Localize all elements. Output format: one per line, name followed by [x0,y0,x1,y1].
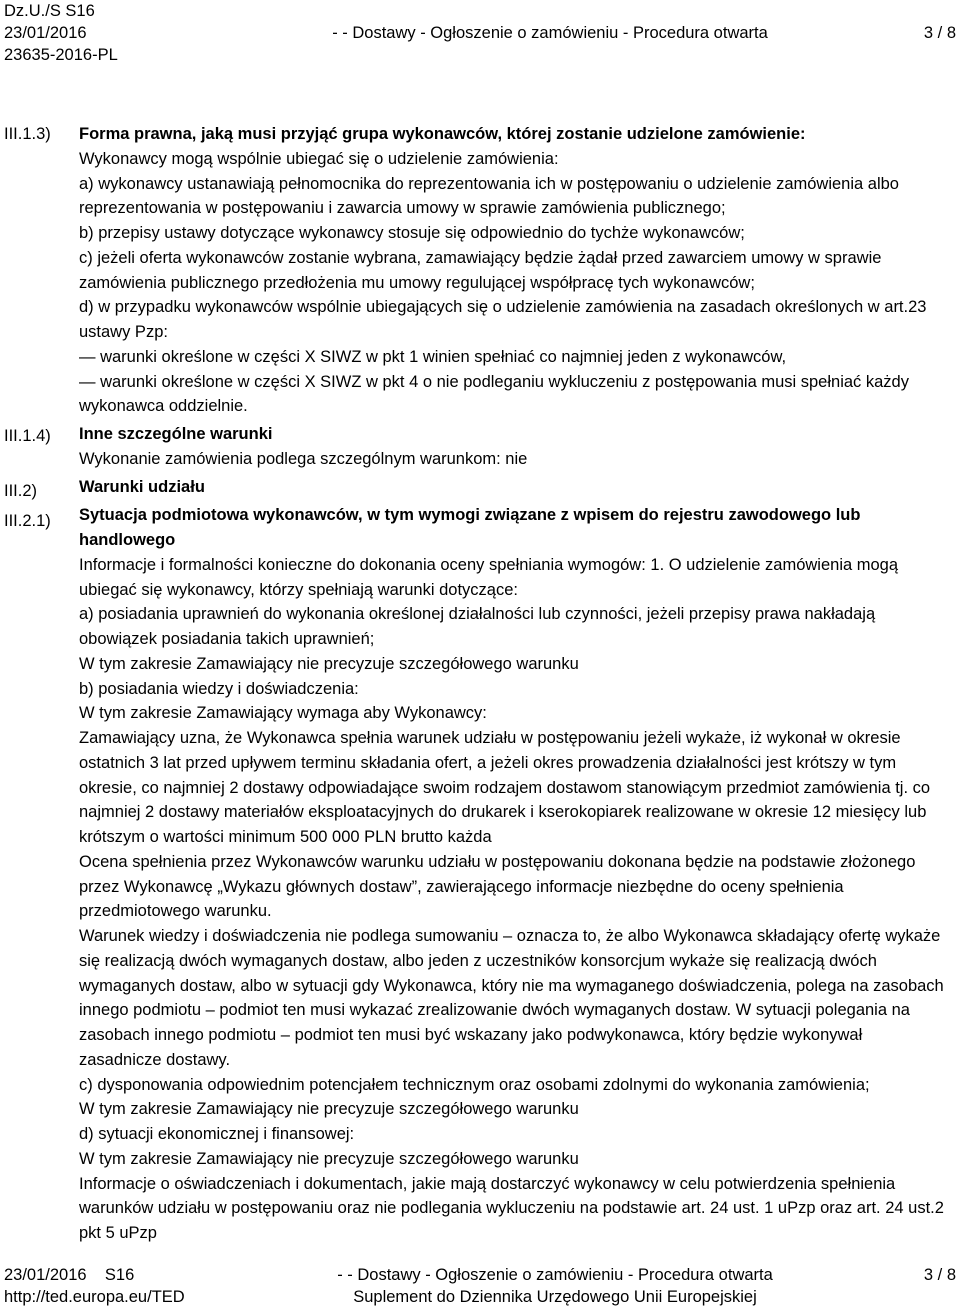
paragraph: W tym zakresie Zamawiający wymaga aby Wykonawcy: [79,704,487,723]
section-number-III-2-1: III.2.1) [4,512,51,530]
notice-number: 23635-2016-PL [4,46,118,64]
footer-date-section: 23/01/2016 S16 [4,1266,135,1284]
footer-url[interactable]: http://ted.europa.eu/TED [4,1288,185,1306]
journal-ref: Dz.U./S S16 [4,2,95,20]
footer-title: - - Dostawy - Ogłoszenie o zamówieniu - Procedura otwarta [337,1266,773,1284]
section-heading: Forma prawna, jaką musi przyjąć grupa wykonawców, której zostanie udzielone zamówienie: [79,125,806,143]
paragraph: Wykonanie zamówienia podlega szczególnym warunkom: nie [79,449,528,468]
list-item: — warunki określone w części X SIWZ w pkt 1 winien spełniać co najmniej jeden z wykonawców, [79,347,787,366]
paragraph: b) przepisy ustawy dotyczące wykonawcy stosuje się odpowiednio do tychże wykonawców; [79,224,745,242]
footer-supplement: Suplement do Dziennika Urzędowego Unii Europejskiej [353,1288,757,1306]
paragraph: Zamawiający uzna, że Wykonawca spełnia warunek udziału w postępowaniu jeżeli wykaże, iż wykonał w okresie ostatnich 3 lat przed upływem terminu składania ofert, a jeżeli okres prowadzenia działalności jest krótszy w tym okresie, co najmniej 2 dostawy odpowiadające swoim rodzajem dostawom stanowiącym przedmiot zamówienia tj. co najmniej 2 dostawy materiałów eksploatacyjnych do drukarek i kserokopiarek realizowane w okresie 12 miesięcy lub krótszym o wartości minimum 500 000 PLN brutto każda [79,729,931,846]
paragraph: Ocena spełnienia przez Wykonawców warunku udziału w postępowaniu dokonana będzie na podstawie złożonego przez Wykonawcę „Wykazu głównych dostaw”, zawierającego informacje niezbędne do oceny spełnienia przedmiotowego warunku. [79,852,916,921]
paragraph: Informacje o oświadczeniach i dokumentach, jakie mają dostarczyć wykonawcy w celu potwierdzenia spełnienia warunków udziału w postępowaniu oraz nie podlegania wykluczeniu na podstawie art. 24 ust. 1 uPzp oraz art. 24 ust.2 pkt 5 uPzp [79,1174,944,1242]
paragraph: Warunek wiedzy i doświadczenia nie podlega sumowaniu – oznacza to, że albo Wykonawca składający ofertę wykaże się realizacją dwóch wymaganych dostaw, albo jeden z uczestników konsorcjum wykaże się realizacją dwóch wymaganych dostaw, albo w sytuacji gdy Wykonawca, który nie ma wymaganego doświadczenia, polega na zasobach innego podmiotu – podmiot ten musi wykazać zrealizowanie dwóch wymaganych dostaw. W sytuacji polegania na zasobach innego podmiotu – podmiot ten musi być wskazany jako podwykonawca, który będzie wykonywał zasadnicze dostawy. [79,927,944,1069]
paragraph: a) posiadania uprawnień do wykonania określonej działalności lub czynności, jeżeli przepisy prawa nakładają obowiązek posiadania takich uprawnień; [79,605,876,648]
header-title: - - Dostawy - Ogłoszenie o zamówieniu - Procedura otwarta [332,24,768,42]
section-heading: Warunki udziału [79,477,205,496]
section-number-III-2: III.2) [4,482,38,500]
paragraph: d) sytuacji ekonomicznej i finansowej: [79,1125,355,1143]
section-number-III-1-4: III.1.4) [4,427,51,445]
paragraph: W tym zakresie Zamawiający nie precyzuje szczegółowego warunku [79,1149,579,1168]
paragraph: c) jeżeli oferta wykonawców zostanie wybrana, zamawiający będzie żądał przed zawarciem umowy w sprawie zamówienia publicznego przedłożenia mu umowy regulującej współpracę tych wykonawców; [79,248,882,292]
paragraph: W tym zakresie Zamawiający nie precyzuje szczegółowego warunku [79,654,579,673]
paragraph: Wykonawcy mogą wspólnie ubiegać się o udzielenie zamówienia: [79,149,559,168]
section-heading: Sytuacja podmiotowa wykonawców, w tym wymogi związane z wpisem do rejestru zawodowego lub handlowego [79,506,861,549]
section-heading: Inne szczególne warunki [79,425,273,443]
paragraph: d) w przypadku wykonawców wspólnie ubiegających się o udzielenie zamówienia na zasadach określonych w art.23 ustawy Pzp: [79,298,927,341]
paragraph: Informacje i formalności konieczne do dokonania oceny spełniania wymogów: 1. O udzielenie zamówienia mogą ubiegać się wykonawcy, którzy spełniają warunki dotyczące: [79,555,899,599]
header-page-number: 3 / 8 [923,24,956,42]
page-header [4,0,956,66]
footer-page-number: 3 / 8 [923,1266,956,1284]
list-item: — warunki określone w części X SIWZ w pkt 4 o nie podleganiu wykluczeniu z postępowania musi spełniać każdy wykonawca oddzielnie. [79,372,909,416]
paragraph: a) wykonawcy ustanawiają pełnomocnika do reprezentowania ich w postępowaniu o udzielenie zamówienia albo reprezentowania w postępowaniu i zawarcia umowy w sprawie zamówienia publicznego; [79,174,899,218]
section-number-III-1-3: III.1.3) [4,125,51,143]
page-footer [4,1264,956,1308]
document-body [79,122,949,1246]
paragraph: W tym zakresie Zamawiający nie precyzuje szczegółowego warunku [79,1100,579,1119]
paragraph: c) dysponowania odpowiednim potencjałem technicznym oraz osobami zdolnymi do wykonania zamówienia; [79,1075,870,1094]
paragraph: b) posiadania wiedzy i doświadczenia: [79,679,359,698]
header-date: 23/01/2016 [4,24,87,42]
